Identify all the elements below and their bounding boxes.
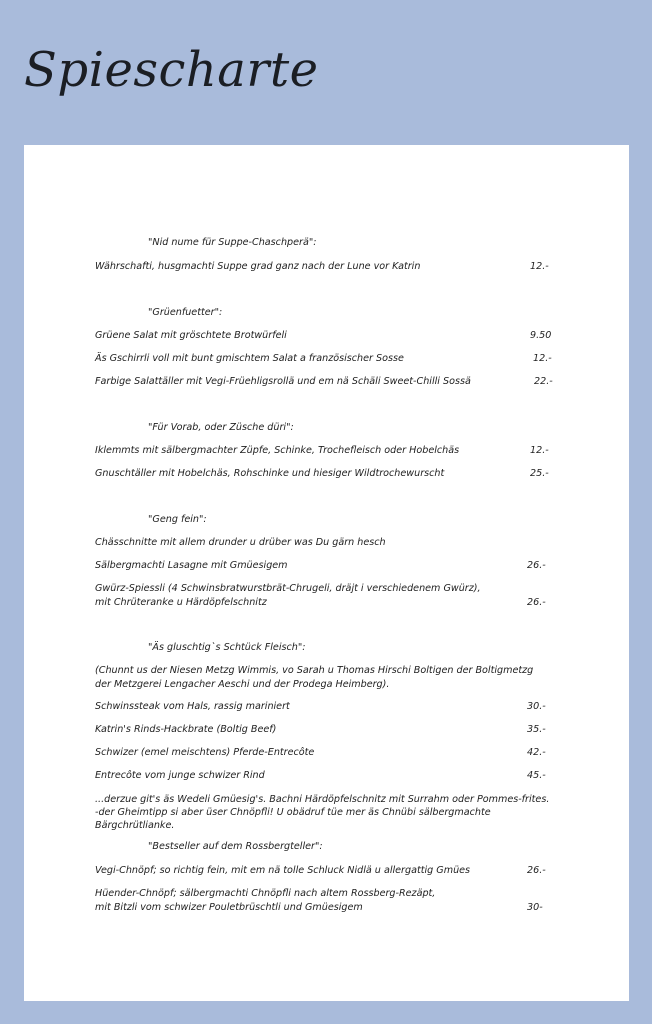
menu-item-name: Katrin's Rinds-Hackbrate (Boltig Beef) [95,724,277,735]
menu-item-price: 25.- [530,468,549,479]
menu-item-price: 42.- [527,747,546,758]
page-title: Spiescharte [24,42,319,98]
menu-item-price: 26.- [527,865,546,876]
menu-item-name: Sälbergmachti Lasagne mit Gmüesigem [95,560,288,571]
menu-item-price: 26.- [527,597,546,608]
menu-page [24,145,629,1001]
section-note: der Metzgerei Lengacher Aeschi und der Prodega Heimberg). [95,679,390,690]
menu-item-price: 22.- [534,376,553,387]
section-footnote: -der Gheimtipp si aber üser Chnöpfli! U obädruf tüe mer äs Chnübi sälbergmachte [95,807,491,818]
section-footnote: Bärgchrütlianke. [95,820,175,831]
menu-item-name: Äs Gschirrli voll mit bunt gmischtem Salat a französischer Sosse [95,353,404,364]
section-heading: "Bestseller auf dem Rossbergteller": [148,841,323,852]
menu-item-price: 30- [527,902,543,913]
menu-item-name: Iklemmts mit sälbergmachter Züpfe, Schinke, Trochefleisch oder Hobelchäs [95,445,460,456]
menu-item-name: Schwinssteak vom Hals, rassig mariniert [95,701,290,712]
section-note: (Chunnt us der Niesen Metzg Wimmis, vo Sarah u Thomas Hirschi Boltigen der Boltigmetzg [95,665,534,676]
menu-item-name: Grüene Salat mit gröschtete Brotwürfeli [95,330,287,341]
menu-item-name: Gwürz-Spiessli (4 Schwinsbratwurstbrät-Chrugeli, dräjt i verschiedenem Gwürz), [95,583,481,594]
menu-item-price: 45.- [527,770,546,781]
menu-item-name-line2: mit Bitzli vom schwizer Pouletbrüschtli und Gmüesigem [95,902,363,913]
menu-item-name: Entrecôte vom junge schwizer Rind [95,770,265,781]
menu-item-price: 35.- [527,724,546,735]
menu-item-name: Farbige Salattäller mit Vegi-Früehligsrollä und em nä Schäli Sweet-Chilli Sossä [95,376,471,387]
menu-item-price: 30.- [527,701,546,712]
menu-item-name: Chässchnitte mit allem drunder u drüber was Du gärn hesch [95,537,386,548]
menu-item-price: 12.- [530,445,549,456]
menu-item-name: Währschafti, husgmachti Suppe grad ganz nach der Lune vor Katrin [95,261,421,272]
menu-item-name: Gnuschtäller mit Hobelchäs, Rohschinke und hiesiger Wildtrochewurscht [95,468,445,479]
menu-item-name: Vegi-Chnöpf; so richtig fein, mit em nä tolle Schluck Nidlä u allergattig Gmües [95,865,471,876]
menu-item-price: 12.- [533,353,552,364]
section-heading: "Äs gluschtig`s Schtück Fleisch": [148,642,306,653]
menu-item-price: 9.50 [530,330,552,341]
menu-item-price: 26.- [527,560,546,571]
menu-item-price: 12.- [530,261,549,272]
section-heading: "Geng fein": [148,514,207,525]
menu-item-name: Hüender-Chnöpf; sälbergmachti Chnöpfli nach altem Rossberg-Rezäpt, [95,888,436,899]
section-heading: "Grüenfuetter": [148,307,223,318]
section-heading: "Für Vorab, oder Züsche düri": [148,422,294,433]
section-heading: "Nid nume für Suppe-Chaschperä": [148,237,317,248]
menu-item-name-line2: mit Chrüteranke u Härdöpfelschnitz [95,597,267,608]
section-footnote: ...derzue git's äs Wedeli Gmüesig's. Bachni Härdöpfelschnitz mit Surrahm oder Pommes-frites. [95,794,550,805]
menu-item-name: Schwizer (emel meischtens) Pferde-Entrecôte [95,747,315,758]
